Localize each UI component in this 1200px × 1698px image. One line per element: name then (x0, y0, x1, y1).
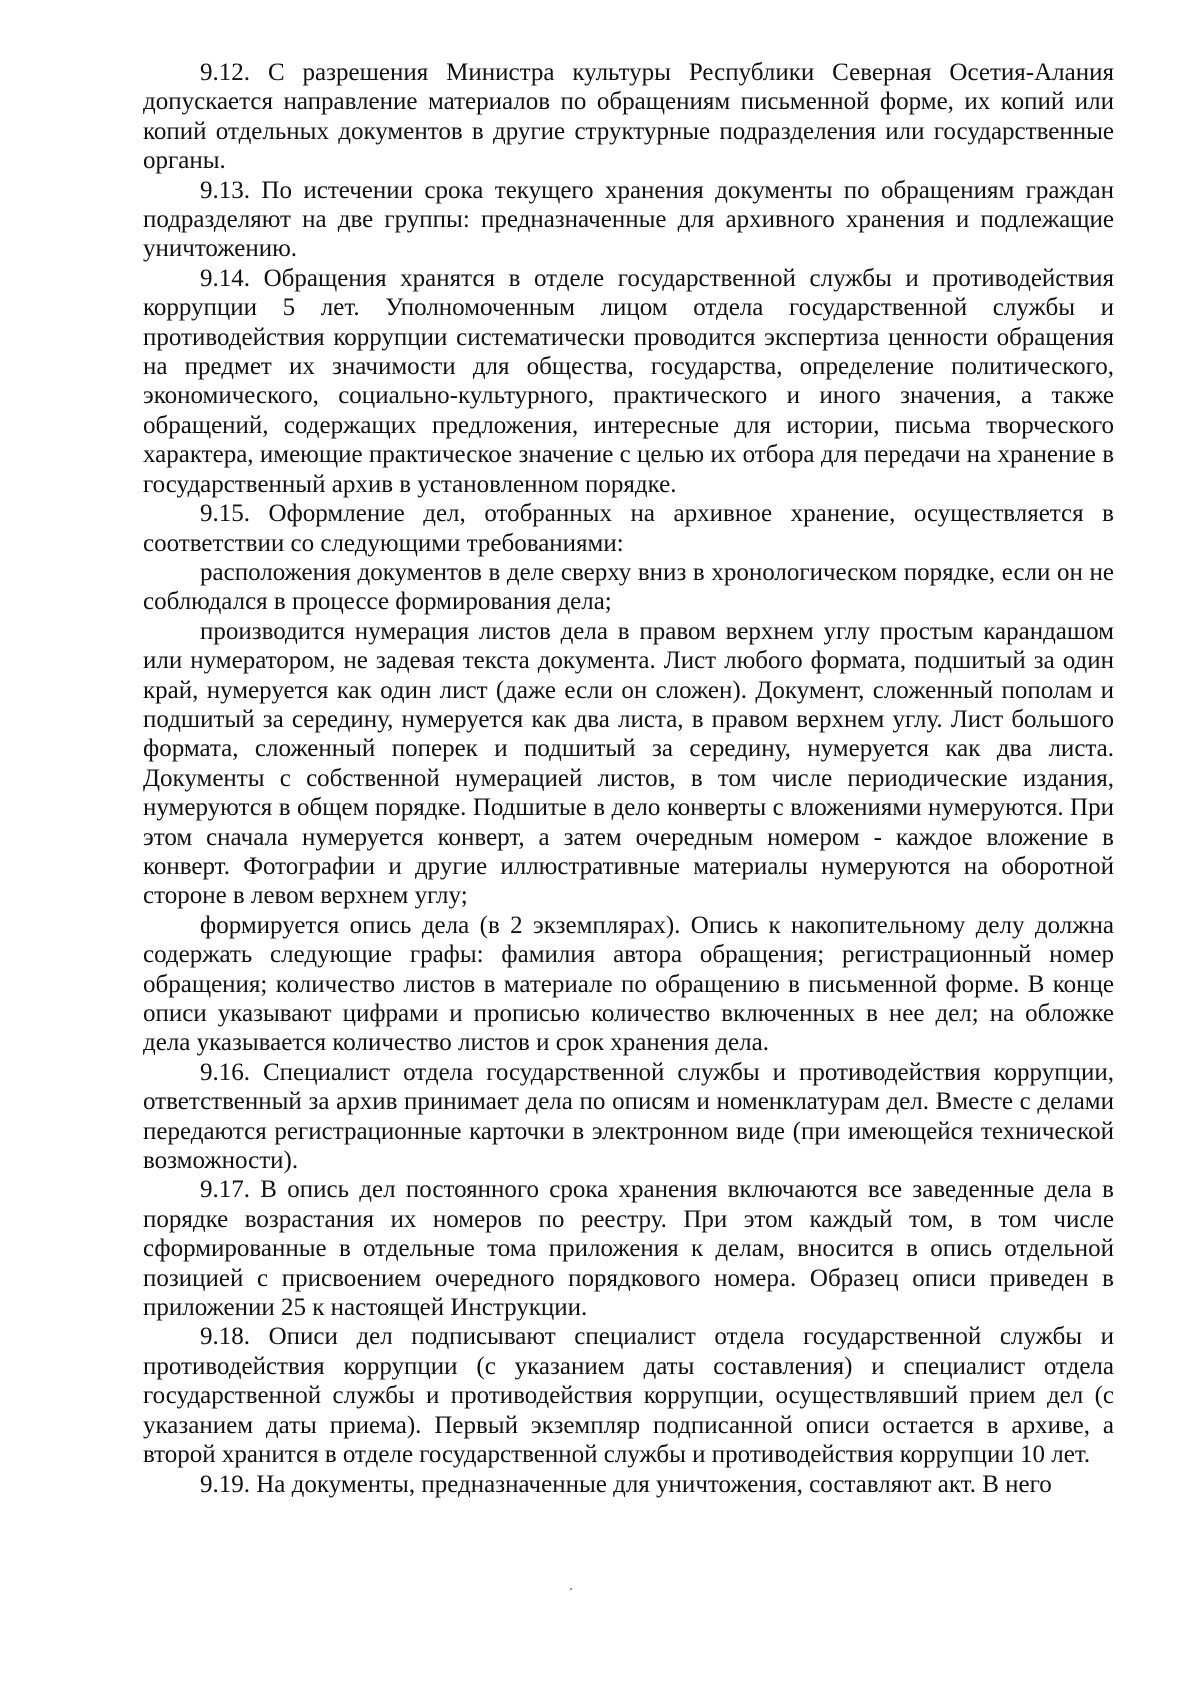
paragraph-9-16: 9.16. Специалист отдела государственной службы и противодействия коррупции, ответственный за архив принимает дела по описям и номенклатурам дел. Вместе с делами передаются регистрационные карточки в электронном виде (при имеющейся технической возможности). (143, 1058, 1114, 1175)
paragraph-9-19: 9.19. На документы, предназначенные для уничтожения, составляют акт. В него (200, 1470, 1052, 1498)
document-body (143, 58, 1114, 1499)
paragraph-9-12: 9.12. С разрешения Министра культуры Республики Северная Осетия-Алания допускается направление материалов по обращениям письменной форме, их копий или копий отдельных документов в другие структурные подразделения или государственные органы. (143, 59, 1114, 175)
paragraph-9-14: 9.14. Обращения хранятся в отделе государственной службы и противодействия коррупции 5 лет. Уполномоченным лицом отдела государственной службы и противодействия коррупции систематически проводится экспертиза ценности обращения на предмет их значимости для общества, государства, определение политического, экономического, социально-культурного, практического и иного значения, а также обращений, содержащих предложения, интересные для истории, письма творческого характера, имеющие практическое значение с целью их отбора для передачи на хранение в государственный архив в установленном порядке. (143, 264, 1114, 498)
paragraph-9-15-item-1: расположения документов в деле сверху вниз в хронологическом порядке, если он не соблюдался в процессе формирования дела; (143, 558, 1114, 616)
scan-speck (570, 1588, 572, 1590)
paragraph-9-15: 9.15. Оформление дел, отобранных на архивное хранение, осуществляется в соответствии со следующими требованиями: (143, 500, 1114, 557)
paragraph-9-18: 9.18. Описи дел подписывают специалист отдела государственной службы и противодействия коррупции (с указанием даты составления) и специалист отдела государственной службы и противодействия коррупции, осуществлявший прием дел (с указанием даты приема). Первый экземпляр подписанной описи остается в архиве, а второй хранится в отделе государственной службы и противодействия коррупции 10 лет. (143, 1323, 1114, 1469)
paragraph-9-15-item-2: производится нумерация листов дела в правом верхнем углу простым карандашом или нумератором, не задевая текста документа. Лист любого формата, подшитый за один край, нумеруется как один лист (даже если он сложен). Документ, сложенный пополам и подшитый за середину, нумеруется как два листа, в правом верхнем углу. Лист большого формата, сложенный поперек и подшитый за середину, нумеруется как два листа. Документы с собственной нумерацией листов, в том числе периодические издания, нумеруются в общем порядке. Подшитые в дело конверты с вложениями нумеруются. При этом сначала нумеруется конверт, а затем очередным номером - каждое вложение в конверт. Фотографии и другие иллюстративные материалы нумеруются на оборотной стороне в левом верхнем углу; (143, 617, 1114, 910)
paragraph-9-13: 9.13. По истечении срока текущего хранения документы по обращениям граждан подразделяют на две группы: предназначенные для архивного хранения и подлежащие уничтожению. (143, 176, 1114, 263)
paragraph-9-17: 9.17. В опись дел постоянного срока хранения включаются все заведенные дела в порядке возрастания их номеров по реестру. При этом каждый том, в том числе сформированные в отдельные тома приложения к делам, вносится в опись отдельной позицией с присвоением очередного порядкового номера. Образец описи приведен в приложении 25 к настоящей Инструкции. (143, 1176, 1114, 1322)
paragraph-9-15-item-3: формируется опись дела (в 2 экземплярах). Опись к накопительному делу должна содержать следующие графы: фамилия автора обращения; регистрационный номер обращения; количество листов в материале по обращению в письменной форме. В конце описи указывают цифрами и прописью количество включенных в нее дел; на обложке дела указывается количество листов и срок хранения дела. (143, 911, 1114, 1057)
